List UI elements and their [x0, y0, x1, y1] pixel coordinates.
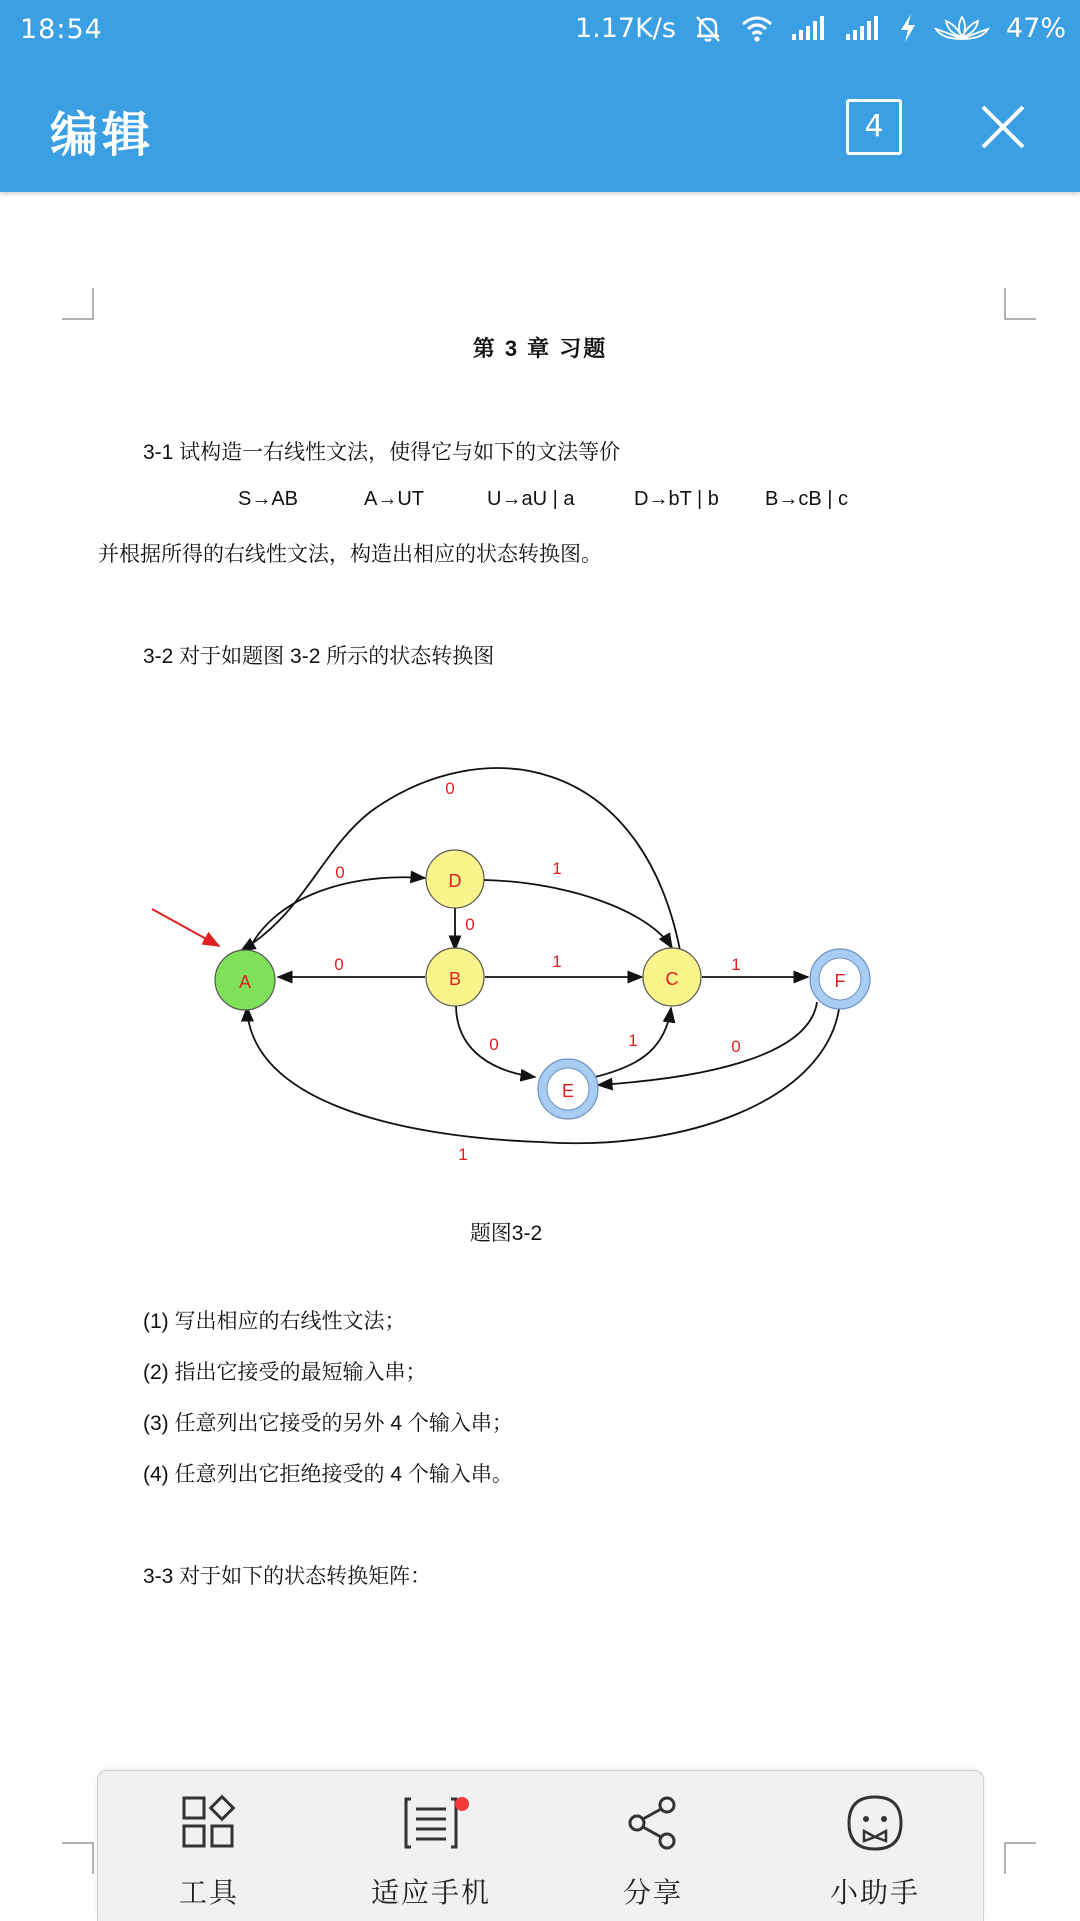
state-e [538, 1059, 598, 1119]
edge-label-b-e: 0 [489, 1035, 499, 1054]
wifi-icon [740, 13, 774, 43]
net-speed: 1.17K/s [574, 12, 676, 44]
signal-icon [844, 14, 882, 42]
question-3-3-title: 3-3 对于如下的状态转换矩阵： [143, 1565, 432, 1588]
charging-icon [898, 12, 918, 44]
state-c [643, 948, 701, 1006]
production-4: D→bT | b [634, 488, 719, 510]
mute-bell-icon [692, 12, 724, 44]
assistant-button[interactable] [775, 1771, 975, 1921]
sub-question-4: (4) 任意列出它拒绝接受的 4 个输入串。 [143, 1463, 513, 1486]
battery-percent: 47% [1005, 12, 1066, 44]
production-2: A→UT [364, 488, 424, 510]
edge-label-c-a-top: 0 [445, 779, 455, 798]
signal-icon [790, 14, 828, 42]
status-bar [0, 0, 1080, 62]
app-header [0, 62, 1080, 192]
header-title: 编辑 [50, 107, 155, 163]
state-a-label: A [238, 972, 252, 992]
top-bar [0, 0, 1080, 192]
edge-label-b-a: 0 [334, 955, 344, 974]
crop-mark-top-right [1004, 288, 1036, 320]
state-e-label: E [561, 1081, 575, 1101]
edge-label-f-e: 0 [731, 1037, 741, 1056]
fit-phone-icon [401, 1793, 461, 1853]
edge-label-d-b: 0 [465, 915, 475, 934]
bottom-toolbar [97, 1770, 984, 1921]
chapter-title: 第 3 章 习题 [472, 336, 608, 361]
question-3-2-title: 3-2 对于如题图 3-2 所示的状态转换图 [143, 645, 495, 668]
share-button[interactable] [553, 1771, 753, 1921]
state-b-label: B [448, 969, 462, 989]
crop-mark-top-left [62, 288, 94, 320]
tools-icon [179, 1793, 239, 1853]
state-d [426, 850, 484, 908]
status-time: 18:54 [20, 14, 103, 45]
crop-mark-bottom-right [1004, 1842, 1036, 1874]
tools-button[interactable] [109, 1771, 309, 1921]
close-icon[interactable] [978, 102, 1028, 152]
share-icon [623, 1793, 683, 1853]
figure-caption: 题图3-2 [469, 1222, 543, 1245]
sub-question-2: (2) 指出它接受的最短输入串； [143, 1361, 427, 1384]
assistant-label: 小助手 [829, 1876, 920, 1909]
state-f [810, 949, 870, 1009]
crop-mark-bottom-left [62, 1842, 94, 1874]
lotus-icon [934, 13, 990, 43]
status-icons [575, 12, 1066, 44]
edge-label-d-c: 1 [552, 859, 562, 878]
production-5: B→cB | c [765, 488, 848, 510]
state-transition-diagram [120, 712, 890, 1182]
edge-label-a-d: 0 [335, 863, 345, 882]
state-f-label: F [834, 971, 846, 991]
edge-a-d [248, 877, 425, 952]
sub-question-1: (1) 写出相应的右线性文法； [143, 1310, 406, 1333]
sub-question-3: (3) 任意列出它接受的另外 4 个输入串； [143, 1412, 513, 1435]
tools-label: 工具 [178, 1876, 239, 1909]
start-arrow [152, 909, 219, 946]
edge-label-f-a-bottom: 1 [458, 1145, 468, 1164]
share-label: 分享 [622, 1876, 683, 1909]
edge-d-c [484, 880, 672, 948]
edge-label-b-c: 1 [552, 952, 562, 971]
assistant-icon [845, 1793, 905, 1853]
question-3-1-followup: 并根据所得的右线性文法，构造出相应的状态转换图。 [98, 543, 602, 566]
edge-label-e-c: 1 [628, 1031, 638, 1050]
notification-badge [455, 1797, 469, 1811]
state-c-label: C [665, 969, 679, 989]
fit-phone-label: 适应手机 [370, 1876, 491, 1909]
state-a [215, 950, 275, 1010]
production-3: U→aU | a [487, 488, 575, 510]
document-page [0, 192, 1080, 1920]
page-count-button[interactable]: 4 [846, 99, 902, 155]
edge-label-c-f: 1 [731, 955, 741, 974]
state-b [426, 948, 484, 1006]
question-3-1-title: 3-1 试构造一右线性文法，使得它与如下的文法等价 [143, 441, 621, 464]
production-1: S→AB [238, 488, 299, 510]
state-d-label: D [448, 871, 462, 891]
fit-phone-button[interactable] [331, 1771, 531, 1921]
